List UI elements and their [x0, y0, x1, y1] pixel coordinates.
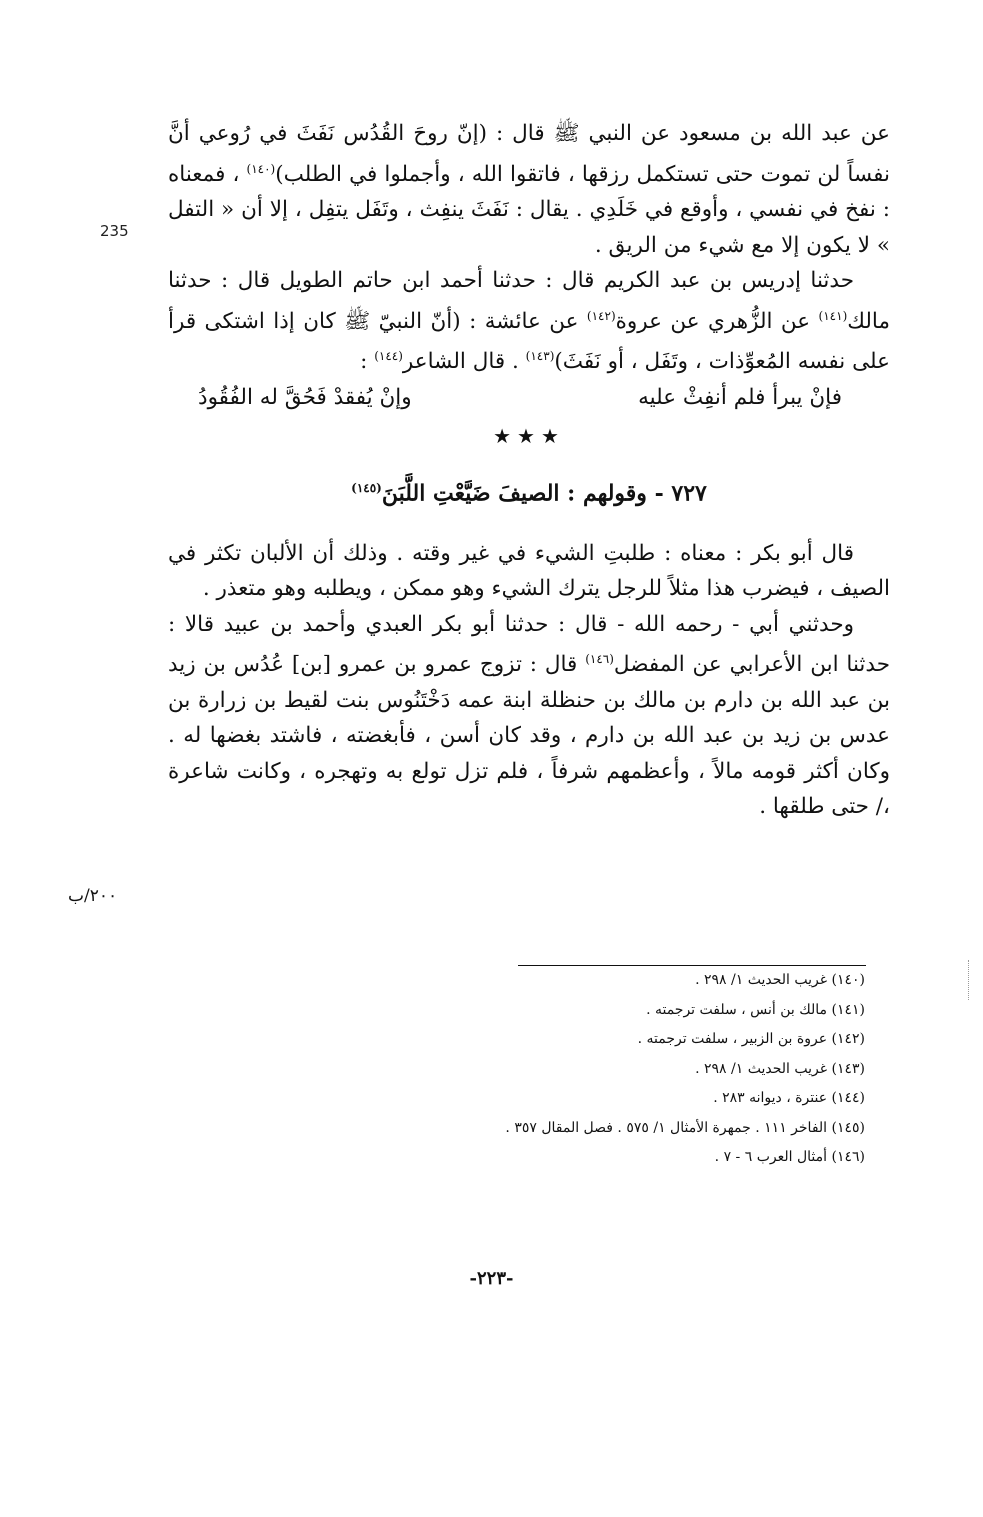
verse-second-hemistich: وإنْ يُفقدْ فَحُقَّ له الفُقُودُ	[198, 384, 412, 410]
margin-folio-mark: ٢٠٠/ب	[68, 886, 118, 906]
footnote-145: (١٤٥) الفاخر ١١١ . جمهرة الأمثال ١/ ٥٧٥ . فصل المقال ٣٥٧ .	[505, 1119, 865, 1136]
paragraph-3: قال أبو بكر : معناه : طلبتِ الشيء في غير وقته . وذلك أن الألبان تكثر في الصيف ، فيضرب هذا مثلاً للرجل يترك الشيء وهو ممكن ، ويطلبه وهو متعذر .	[168, 540, 890, 602]
footnote-143: (١٤٣) غريب الحديث ١/ ٢٩٨ .	[695, 1060, 865, 1077]
footnotes	[440, 966, 865, 1173]
footnote-ref-145: (١٤٥)	[351, 480, 382, 495]
section-divider-stars: ★★★	[493, 424, 565, 449]
footnote-141: (١٤١) مالك بن أنس ، سلفت ترجمته .	[646, 1001, 865, 1018]
footnote-ref-146: (١٤٦)	[585, 652, 614, 667]
footnote-144: (١٤٤) عنترة ، ديوانه ٢٨٣ .	[713, 1090, 865, 1106]
page-number-footer: -٢٢٣-	[469, 1268, 514, 1289]
footnote-ref-140: (١٤٠)	[246, 161, 276, 176]
footnote-140: (١٤٠) غريب الحديث ١/ ٢٩٨ .	[695, 972, 865, 988]
scan-edge-mark	[968, 960, 970, 1000]
footnote-ref-143: (١٤٣)	[525, 349, 555, 364]
margin-page-number: 235	[100, 222, 129, 240]
footnote-ref-141: (١٤١)	[818, 308, 848, 323]
paragraph-4: وحدثني أبي - رحمه الله - قال : حدثنا أبو بكر العبدي وأحمد بن عبيد قالا : حدثنا ابن الأعرابي عن المفضل$^{(١٤٦)}$ قال : تزوج عمرو بن عمرو [بن] عُدُس بن زيد بن عبد الله بن دارم بن مالك بن حنظلة ابنة عمه دَخْتَنُوس بنت لقيط بن زرارة بن عدس بن زيد بن عبد الله بن دارم ، وقد كان أسن ، فأبغضته ، فاشتد بغضها له . وكان أكثر قومه مالاً ، وأعظمهم شرفاً ، فلم تزل تولع به وتهجره ، وكانت شاعرة ،/ حتى طلقها .	[168, 611, 890, 820]
verse-first-hemistich: فإنْ يبرأ فلم أنفِثْ عليه	[638, 384, 842, 410]
poetry-verse	[168, 380, 890, 416]
footnote-142: (١٤٢) عروة بن الزبير ، سلفت ترجمته .	[637, 1031, 865, 1047]
paragraph-2: حدثنا إدريس بن عبد الكريم قال : حدثنا أحمد ابن حاتم الطويل قال : حدثنا مالك$^{(١٤١)}$ عن الزُّهري عن عروة$^{(١٤٢)}$ عن عائشة : (أنّ النبيّ ﷺ كان إذا اشتكى قرأ على نفسه المُعوِّذات ، وتَفَل ، أو نَفَثَ)$^{(١٤٣)}$ . قال الشاعر$^{(١٤٤)}$ :	[168, 268, 891, 375]
main-text	[168, 116, 890, 825]
paragraph-1: عن عبد الله بن مسعود عن النبي ﷺ قال : (إنّ روحَ القُدُس نَفَثَ في رُوعي أنَّ نفساً لن تموت حتى تستكمل رزقها ، فاتقوا الله ، وأجملوا في الطلب)$^{(١٤٠)}$ ، فمعناه : نفخ في نفسي ، وأوقع في خَلَدِي . يقال : نَفَثَ ينفِث ، وتَفَل يتفِل ، إلا أن « التفل » لا يكون إلا مع شيء من الريق .	[168, 121, 890, 258]
footnote-146: (١٤٦) أمثال العرب ٦ - ٧ .	[714, 1149, 865, 1165]
section-heading: ٧٢٧ - وقولهم : الصيفَ ضَيَّعْتِ اللَّبَنَ$^{(١٤٥)}$	[351, 480, 707, 507]
footnote-ref-144: (١٤٤)	[374, 349, 403, 364]
footnote-ref-142: (١٤٢)	[586, 308, 616, 323]
